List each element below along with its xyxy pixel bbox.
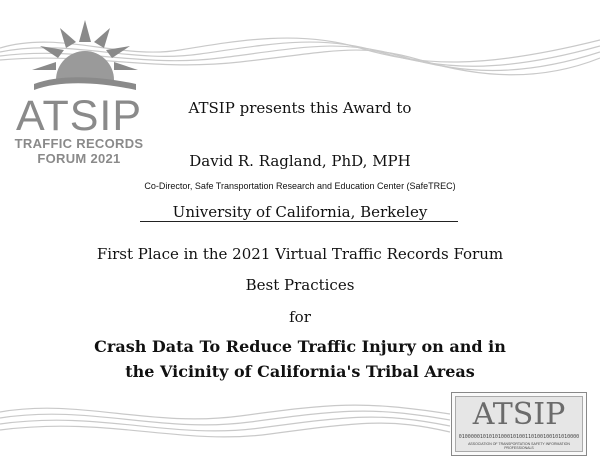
logo-subtitle-line1: TRAFFIC RECORDS — [14, 136, 144, 151]
project-title-line1: Crash Data To Reduce Traffic Injury on and in — [94, 337, 506, 356]
for-line: for — [289, 308, 311, 326]
logo-subtitle-line2: FORUM 2021 — [37, 151, 121, 166]
seal-organization: ASSOCIATION OF TRANSPORTATION SAFETY INFORMATION PROFESSIONALS — [468, 442, 570, 450]
award-line: First Place in the 2021 Virtual Traffic Records Forum — [96, 245, 504, 263]
project-title-line2: the Vicinity of California's Tribal Areas — [125, 362, 475, 381]
recipient-role: Co-Director, Safe Transportation Research and Education Center (SafeTREC) — [144, 181, 456, 191]
sun-icon — [30, 18, 140, 98]
logo-wordmark: ATSIP — [15, 92, 143, 140]
award-category: Best Practices — [245, 276, 355, 294]
seal-binary: 0100000101010100010100110100100101010000 — [458, 434, 580, 440]
presents-line: ATSIP presents this Award to — [188, 99, 412, 117]
atsip-seal — [451, 392, 587, 456]
seal-panel — [455, 396, 583, 452]
recipient-name: David R. Ragland, PhD, MPH — [189, 152, 411, 170]
seal-wordmark: ATSIP — [472, 397, 566, 432]
recipient-institution: University of California, Berkeley — [172, 203, 428, 221]
institution-underline — [140, 221, 458, 222]
